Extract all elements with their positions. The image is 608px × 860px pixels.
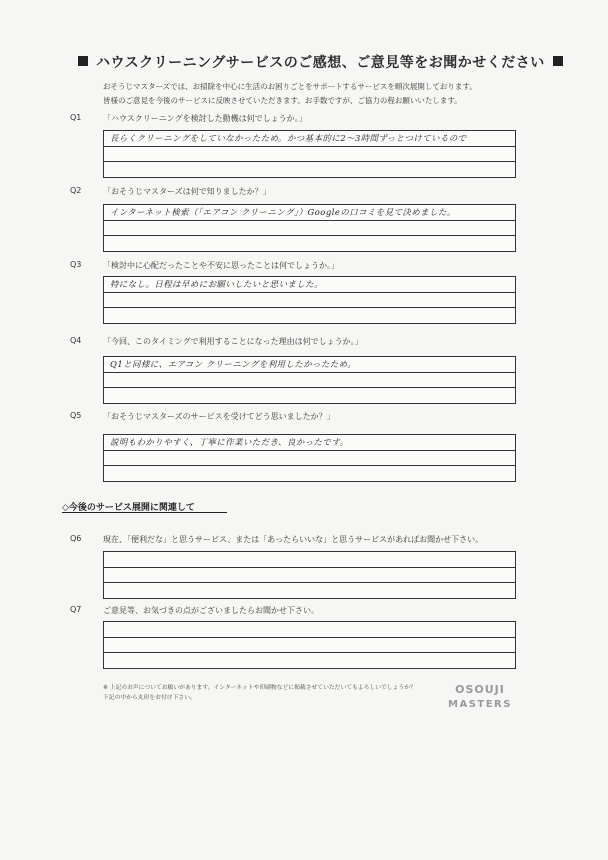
q5-answer-box[interactable]	[103, 434, 516, 482]
q3-text: 「検討中に心配だったことや不安に思ったことは何でしょうか。」	[103, 261, 339, 270]
logo-line-2: MASTERS	[448, 699, 512, 710]
q5-text: 「おそうじマスターズのサービスを受けてどう思いましたか？」	[103, 412, 335, 421]
answer-line	[104, 235, 515, 236]
square-bullet-icon	[553, 56, 563, 66]
section-heading-text: ◇今後のサービス展開に関連して	[62, 503, 195, 513]
answer-line	[104, 652, 515, 653]
q6-number: Q6	[70, 534, 82, 543]
q5-number: Q5	[70, 411, 82, 420]
intro-line-1: おそうじマスターズでは、お掃除を中心に生活のお困りごとをサポートするサービスを順次展開しております。	[103, 82, 477, 91]
section-underline	[62, 512, 227, 513]
q2-number: Q2	[70, 186, 82, 195]
q3-number: Q3	[70, 260, 82, 269]
answer-line	[104, 307, 515, 308]
answer-line	[104, 582, 515, 583]
q1-number: Q1	[70, 113, 82, 122]
answer-line	[104, 567, 515, 568]
q6-text: 現在、「便利だな」と思うサービス、または「あったらいいな」と思うサービスがあればお聞かせ下さい。	[103, 535, 484, 544]
q7-answer-box[interactable]	[103, 621, 516, 669]
answer-line	[104, 146, 515, 147]
q3-handwritten-answer: 特になし。日程は早めにお願いしたいと思いました。	[110, 279, 323, 289]
q7-number: Q7	[70, 605, 82, 614]
answer-line	[104, 465, 515, 466]
q6-answer-box[interactable]	[103, 551, 516, 599]
page-title	[70, 52, 550, 72]
answer-line	[104, 292, 515, 293]
logo-line-1: OSOUJI	[455, 683, 505, 696]
q4-number: Q4	[70, 336, 82, 345]
q1-handwritten-answer: 長らくクリーニングをしていなかったため。かつ基本的に2～3時間ずっとつけているので	[110, 133, 467, 143]
q1-text: 「ハウスクリーニングを検討した動機は何でしょうか。」	[103, 114, 307, 123]
answer-line	[104, 450, 515, 451]
q1-answer-box[interactable]	[103, 130, 516, 178]
title-text: ハウスクリーニングサービスのご感想、ご意見等をお聞かせください	[96, 55, 545, 71]
q2-answer-box[interactable]	[103, 204, 516, 252]
answer-line	[104, 161, 515, 162]
q4-text: 「今回、このタイミングで利用することになった理由は何でしょうか。」	[103, 337, 363, 346]
section-heading	[62, 500, 195, 513]
footer-note-2: 下記の中から丸印をお付け下さい。	[103, 695, 196, 701]
q4-answer-box[interactable]	[103, 356, 516, 404]
intro-text	[103, 80, 563, 108]
q7-text: ご意見等、お気づきの点がございましたらお聞かせ下さい。	[103, 606, 319, 615]
q5-handwritten-answer: 説明もわかりやすく、丁寧に作業いただき、良かったです。	[110, 437, 349, 447]
q2-handwritten-answer: インターネット検索（「エアコン クリーニング」）Googleの口コミを見て決めました。	[110, 207, 456, 217]
osouji-masters-logo	[440, 680, 520, 712]
footer-notes	[103, 683, 416, 703]
q4-handwritten-answer: Q1と同様に、エアコン クリーニングを利用したかったため。	[110, 359, 357, 369]
intro-line-2: 皆様のご意見を今後のサービスに反映させていただきます。お手数ですが、ご協力の程お願いいたします。	[103, 96, 462, 105]
footer-note-1: ※ 上記のお声についてお願いがあります。インターネットや印刷物などに掲載させていただいてもよろしいでしょうか？	[103, 685, 416, 691]
answer-line	[104, 637, 515, 638]
answer-line	[104, 220, 515, 221]
q3-answer-box[interactable]	[103, 276, 516, 324]
square-bullet-icon	[78, 56, 88, 66]
answer-line	[104, 387, 515, 388]
q2-text: 「おそうじマスターズは何で知りましたか？」	[103, 187, 271, 196]
answer-line	[104, 372, 515, 373]
